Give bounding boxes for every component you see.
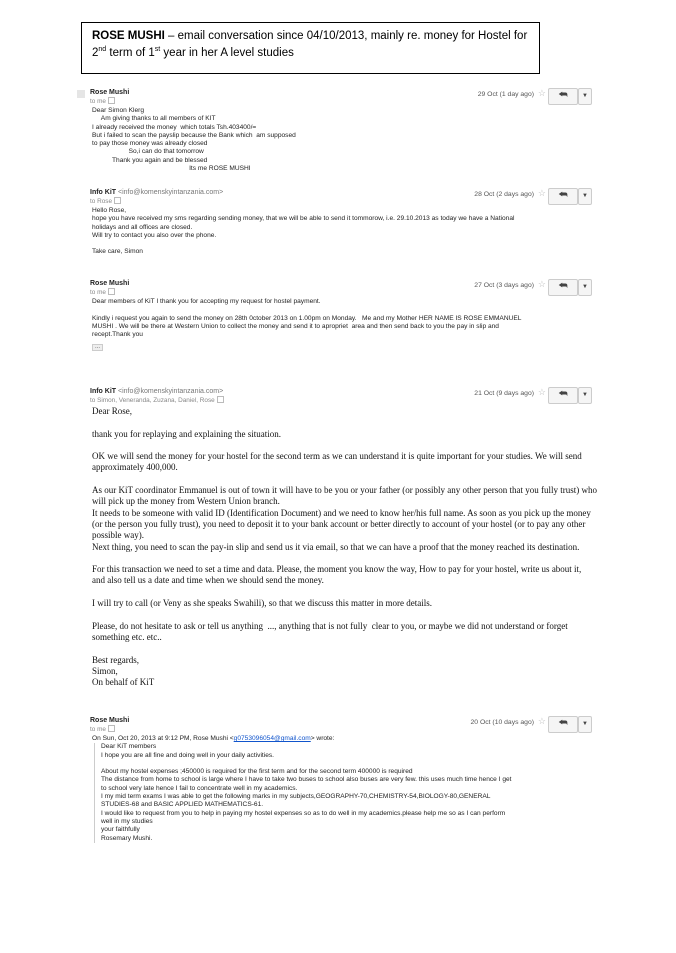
body-line: something etc. etc.. [92, 631, 162, 642]
chevron-down-icon[interactable] [108, 97, 115, 104]
body-line [101, 760, 592, 768]
star-outline-icon[interactable]: ☆ [537, 716, 546, 726]
reply-arrow-icon: ⮪ [558, 389, 568, 400]
caret-down-icon: ▼ [582, 284, 588, 290]
body-line: For this transaction we need to set a time and data. Please, the moment you know the way, How to pay for your hostel, write us about it, [92, 564, 582, 575]
body-line [92, 587, 592, 598]
body-line: It needs to be someone with valid ID (Identification Document) and we need to know her/his full name. As soon as you pick up the money [92, 507, 591, 518]
chevron-down-icon[interactable] [108, 288, 115, 295]
body-line: Its me ROSE MUSHI [92, 165, 251, 173]
body-line: hope you have received my sms regarding sending money, that we will be able to send it tommorow, i.e. 29.10.2013 as today we have a National [92, 215, 515, 223]
star-outline-icon[interactable]: ☆ [537, 387, 546, 397]
message-header [84, 87, 592, 107]
star-outline-icon[interactable]: ☆ [537, 188, 546, 198]
sender-name-text: Rose Mushi [90, 280, 130, 287]
caret-down-icon: ▼ [582, 392, 588, 398]
body-line: The distance from home to school is large where I have to take two buses to school also buses are very few. this uses much time hence I get [101, 776, 512, 784]
body-line: Dear members of KiT I thank you for accepting my request for hostel payment. [92, 298, 321, 305]
recipients[interactable] [90, 726, 115, 734]
chevron-down-icon[interactable] [108, 725, 115, 732]
body-line: your faithfully [101, 826, 140, 834]
body-line [92, 417, 592, 428]
body-line: About my hostel expenses ;450000 is required for the first term and for the second term 400000 is required [101, 768, 413, 776]
message-body [84, 298, 592, 352]
message-date: 21 Oct (9 days ago) [474, 390, 534, 397]
message-date: 28 Oct (2 days ago) [474, 191, 534, 198]
document-title [81, 22, 540, 74]
body-line: I hope you are all fine and doing well in your daily activities. [101, 751, 275, 759]
body-line: to school very late hence I fail to concentrate well in my academics. [101, 784, 298, 792]
body-line: But i failed to scan the payslip because the Bank which am supposed [92, 131, 296, 139]
body-line [92, 306, 592, 314]
body-line: Rosemary Mushi. [101, 834, 153, 842]
reply-button[interactable] [548, 387, 578, 404]
title-term-text: term of 1 [106, 47, 155, 59]
body-line: Please, do not hesitate to ask or tell us anything ..., anything that is not fully clear to you, or maybe we did not understand or forget [92, 620, 568, 631]
message-date: 20 Oct (10 days ago) [470, 719, 534, 726]
body-line: Best regards, [92, 654, 139, 665]
body-line: Dear KiT members [101, 743, 157, 751]
more-options-button[interactable] [578, 188, 592, 205]
email-message [84, 187, 592, 257]
body-line: will pick up the money from Western Union branch. [92, 496, 280, 507]
body-line: Take care, Simon [92, 248, 143, 256]
body-line: I already received the money which totals Tsh.403400/= [92, 123, 257, 131]
recipients-text: to Simon, Veneranda, Zuzana, Daniel, Rose [90, 397, 215, 405]
body-line: Next thing, you need to scan the pay-in slip and send us it via email, so that we can have a proof that the money reached its destination. [92, 541, 580, 552]
email-message [84, 715, 592, 843]
body-line: approximately 400,000. [92, 462, 178, 473]
recipients[interactable] [90, 198, 121, 206]
title-sup-nd: nd [98, 46, 107, 54]
body-line: (or the person you fully trust), you need to deposit it to your bank account or better directly to account of your hostel (or to pay any other [92, 518, 586, 529]
body-line: I my mid term exams I was able to get the following marks in my subjects,GEOGRAPHY-70,CHEMISTRY-54,BIOLOGY-80,GENERAL [101, 793, 491, 801]
more-options-button[interactable] [578, 88, 592, 105]
body-line: Thank you again and be blessed [92, 156, 208, 164]
body-line: I would like to request from you to help in paying my hostel expenses so as to do well in my academics.please help me so as I can perform [101, 809, 506, 817]
reply-arrow-icon: ⮪ [558, 718, 568, 729]
sender-name-text: Rose Mushi [90, 717, 130, 724]
sender-name-text: Info KiT [90, 388, 117, 395]
sender-name-text: Info KiT [90, 189, 117, 196]
reply-button[interactable] [548, 88, 578, 105]
body-line: well in my studies [101, 817, 153, 825]
title-name: ROSE MUSHI [92, 30, 165, 42]
caret-down-icon: ▼ [582, 93, 588, 99]
more-options-button[interactable] [578, 387, 592, 404]
email-message [84, 386, 597, 688]
caret-down-icon: ▼ [582, 193, 588, 199]
body-line: Dear Rose, [92, 406, 132, 416]
title-term-num: 2 [92, 47, 99, 59]
body-line: Am giving thanks to all members of KIT [92, 115, 216, 123]
quote-header [92, 735, 592, 743]
show-trimmed-button[interactable]: ... [92, 344, 103, 351]
title-year-text: year in her A level studies [160, 47, 294, 59]
body-line: OK we will send the money for your hostel for the second term as we can understand it is quite important for your studies. We will send [92, 451, 582, 462]
body-line: I will try to call (or Veny as she speaks Swahili), so that we discuss this matter in more details. [92, 598, 433, 609]
body-line [92, 609, 592, 620]
message-body [84, 207, 592, 257]
reply-button[interactable] [548, 279, 578, 296]
message-header [84, 278, 592, 298]
caret-down-icon: ▼ [582, 721, 588, 727]
email-message [84, 87, 592, 173]
body-line: possible way). [92, 530, 144, 541]
title-sup-st: st [154, 46, 161, 54]
body-line: Simon, [92, 665, 118, 676]
reply-button[interactable] [548, 716, 578, 733]
star-outline-icon[interactable]: ☆ [537, 279, 546, 289]
message-date: 27 Oct (3 days ago) [474, 282, 534, 289]
message-header [84, 386, 592, 406]
reply-arrow-icon: ⮪ [558, 90, 568, 101]
avatar [77, 90, 85, 98]
body-line: Hello Rose, [92, 207, 127, 214]
reply-arrow-icon: ⮪ [558, 281, 568, 292]
body-line: Kindly i request you again to send the money on 28th 0ctober 2013 on 1.00pm on Monday. Me and my Mother HER NAME IS ROSE EMMANUEL [92, 314, 522, 322]
body-line: So,i can do that tomorrow [92, 148, 204, 156]
body-line: and also tell us a date and time when we should send the money. [92, 575, 324, 586]
more-options-button[interactable] [578, 279, 592, 296]
more-options-button[interactable] [578, 716, 592, 733]
body-line: On behalf of KiT [92, 677, 155, 688]
title-text-line1: – email conversation since 04/10/2013, mainly re. money for Hostel for [164, 30, 528, 42]
recipients-text: to me [90, 726, 106, 734]
quote-header-text: On Sun, Oct 20, 2013 at 9:12 PM, Rose Mushi < [92, 735, 234, 742]
body-line: holidays and all offices are closed. [92, 223, 193, 231]
body-line: MUSHI . We will be there at Western Union to collect the money and send it to apropriet area and then send back to you the pay in slip and [92, 322, 499, 330]
sender-email: <info@komenskyintanzania.com> [118, 388, 224, 395]
body-line [92, 440, 592, 451]
message-body [84, 735, 592, 843]
email-message [84, 278, 592, 352]
body-line: thank you for replaying and explaining the situation. [92, 428, 281, 439]
body-line [92, 643, 592, 654]
quote-header-end: > wrote: [310, 735, 335, 742]
body-line: to pay those money was already closed [92, 140, 208, 148]
recipients-text: to Rose [90, 198, 113, 206]
body-line [92, 553, 592, 564]
sender-name-text: Rose Mushi [90, 89, 130, 96]
message-header [84, 715, 592, 735]
chevron-down-icon[interactable] [114, 197, 121, 204]
body-line: Dear Simon Klerg [92, 107, 145, 114]
quoted-text [94, 743, 592, 843]
message-body [84, 107, 592, 173]
recipients[interactable] [90, 397, 224, 405]
message-body [84, 406, 597, 688]
body-line: As our KiT coordinator Emmanuel is out of town it will have to be you or your father (or possibly any other person that you fully trust) who [92, 485, 597, 496]
email-link[interactable]: g0753096054@gmail.com [233, 735, 311, 742]
sender-email: <info@komenskyintanzania.com> [118, 189, 224, 196]
sender-name[interactable] [90, 388, 223, 396]
reply-arrow-icon: ⮪ [558, 190, 568, 201]
body-line [92, 474, 592, 485]
star-outline-icon[interactable]: ☆ [537, 88, 546, 98]
sender-name[interactable] [90, 189, 223, 197]
body-line [92, 240, 592, 248]
recipients-text: to me [90, 289, 106, 297]
body-line: STUDIES-68 and BASIC APPLIED MATHEMATICS-61. [101, 801, 264, 809]
body-line: Will try to contact you also over the phone. [92, 231, 217, 239]
recipients[interactable] [90, 289, 115, 297]
chevron-down-icon[interactable] [217, 396, 224, 403]
reply-button[interactable] [548, 188, 578, 205]
body-line: recept.Thank you [92, 331, 143, 339]
message-header [84, 187, 592, 207]
recipients[interactable] [90, 98, 115, 106]
recipients-text: to me [90, 98, 106, 106]
message-date: 29 Oct (1 day ago) [477, 91, 534, 98]
